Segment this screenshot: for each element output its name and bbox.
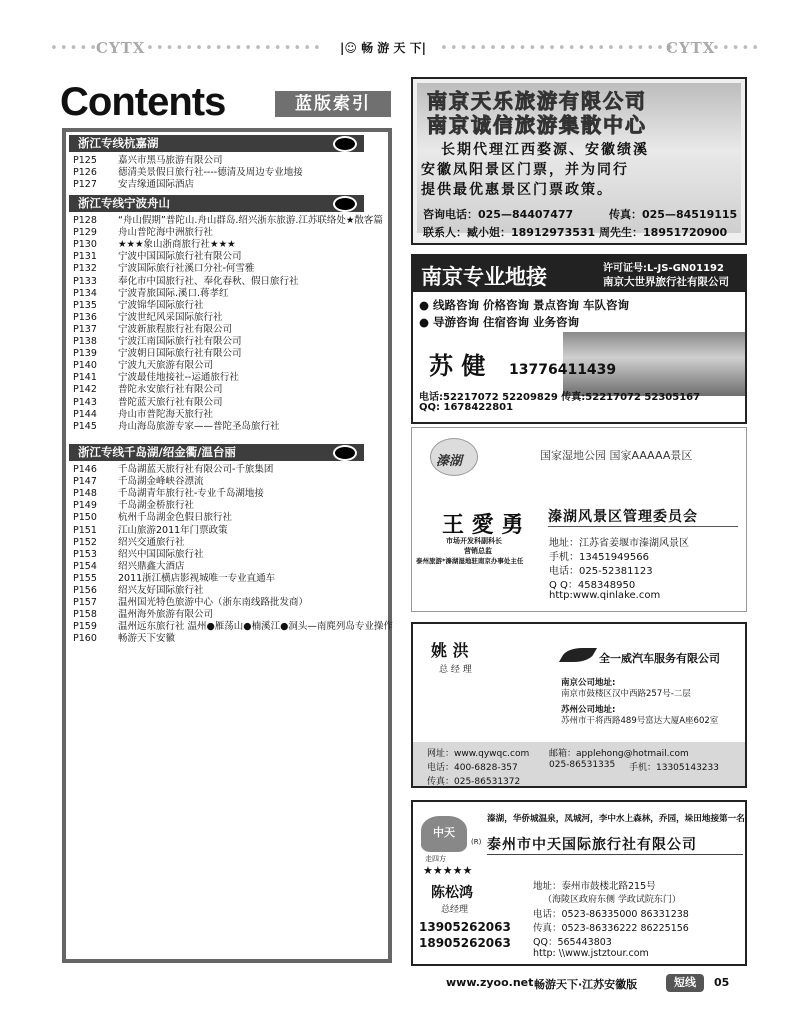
toc-entry-text: 普陀蓝天旅行社有限公司 [118, 396, 223, 408]
ad2-services2: ● 导游咨询 住宿咨询 业务咨询 [419, 315, 580, 329]
toc-entry-text: 舟山普陀海中洲旅行社 [118, 227, 214, 239]
toc-page-number: P150 [73, 512, 97, 524]
toc-row[interactable] [73, 227, 213, 239]
toc-entry-text: 绍兴中国国际旅行社 [118, 548, 204, 560]
toc-row[interactable] [73, 464, 273, 476]
ad3-title2: 营销总监 [464, 547, 492, 555]
ad1-contact: 联系人：臧小姐：18912973531 周先生：18951720900 [423, 226, 728, 239]
toc-page-number: P125 [73, 155, 97, 166]
toc-page-number: P127 [73, 179, 97, 191]
ad1-title1: 南京天乐旅游有限公司 [427, 89, 647, 113]
ad3-logo: 溱湖 [436, 454, 463, 469]
ad1-body2: 安徽凤阳景区门票，并为同行 [421, 162, 629, 178]
toc-entry-text: 2011浙江横店影视城唯一专业直通车 [118, 572, 276, 584]
toc-entry-text: 千岛湖蓝天旅行社有限公司-千旅集团 [118, 464, 274, 475]
ad4-sz-addr: 苏州市干将西路489号富达大厦A座602室 [561, 716, 719, 726]
toc-entry-text: 绍兴交通旅行社 [118, 536, 185, 548]
toc-section-header [69, 135, 385, 152]
ad2-phone: 电话:52217072 52209829 传真:52217072 52305167 [419, 392, 701, 403]
section-tail [361, 195, 385, 212]
ad3-org: 溱湖风景区管理委员会 [548, 509, 698, 525]
toc-entry-text: 宁波朝日国际旅行社有限公司 [118, 348, 242, 360]
toc-page-number: P157 [73, 597, 97, 609]
ad5-m2: 18905262063 [419, 936, 511, 950]
toc-row[interactable] [73, 476, 204, 488]
toc-entry-text: 宁波九天旅游有限公司 [118, 360, 214, 372]
toc-row[interactable] [73, 384, 223, 396]
toc-page-number: P138 [73, 336, 97, 347]
toc-page-number: P145 [73, 420, 97, 432]
ad3-qq: Q Q：458348950 [549, 580, 636, 591]
toc-page-number: P143 [73, 396, 97, 408]
ad-dashijie [411, 254, 747, 424]
toc-page-number: P141 [73, 372, 97, 384]
ad1-title2: 南京诚信旅游集散中心 [427, 113, 647, 137]
contents-subtitle: 蓝版索引 [275, 91, 391, 117]
toc-entry-text: 绍兴鼎鑫大酒店 [118, 560, 185, 572]
toc-row[interactable] [73, 421, 280, 433]
toc-page-number: P148 [73, 488, 97, 500]
ad4-name: 姚 洪 [431, 641, 469, 660]
ad2-company: 南京大世界旅行社有限公司 [603, 276, 729, 288]
toc-page-number: P134 [73, 287, 97, 299]
toc-entry-text: 温州远东旅行社 温州●雁荡山●楠溪江●洞头—南麂列岛专业操作 [118, 621, 393, 633]
toc-entry-text: 宁波江南国际旅行社有限公司 [118, 336, 242, 347]
toc-row[interactable] [73, 585, 204, 597]
toc-row[interactable] [73, 215, 383, 227]
ad5-title: 总经理 [441, 905, 469, 915]
toc-row[interactable] [73, 348, 242, 360]
ad4-title: 总 经 理 [439, 665, 472, 675]
footer [0, 972, 800, 996]
section-tail [361, 444, 385, 461]
header-bar [0, 38, 800, 58]
ad1-body1: 长期代理江西婺源、安徽绩溪 [441, 142, 649, 158]
ad4-tel2: 025-86531335 [549, 760, 616, 770]
toc-row[interactable] [73, 573, 275, 585]
toc-row[interactable] [73, 525, 228, 537]
toc-row[interactable] [73, 239, 236, 251]
toc-row[interactable] [73, 512, 232, 524]
toc-page-number: P128 [73, 215, 97, 226]
toc-page-number: P136 [73, 311, 97, 323]
toc-entry-text: 千岛湖青年旅行社-专业千岛湖地接 [118, 488, 264, 500]
ad4-tel: 电话：400-6828-357 [427, 763, 518, 773]
footer-url: www.zyoo.net [446, 976, 534, 989]
ad2-name: 苏 健 [429, 351, 486, 380]
ad-zhongtian [411, 800, 747, 966]
left-dots-2: •••••••••••••••••• [146, 41, 323, 56]
right-brand: CYTX [666, 39, 716, 57]
toc-row[interactable] [73, 288, 229, 300]
toc-row[interactable] [73, 336, 242, 348]
footer-mag: 畅游天下·江苏安徽版 [534, 978, 638, 991]
footer-page: 05 [714, 976, 730, 989]
ad5-company-rule [487, 854, 743, 855]
masthead: |☺ 畅 游 天 下| [340, 41, 426, 55]
toc-entry-text: 舟山市普陀海天旅行社 [118, 408, 214, 420]
toc-page-number: P130 [73, 239, 97, 251]
ad3-title3: 泰州旅游*溱湖湿地驻南京办事处主任 [416, 557, 524, 565]
footer-tag: 短线 [666, 974, 704, 992]
toc-entry-text: 宁波最佳地接社--运通旅行社 [118, 372, 239, 384]
right-dots: •••••••••••••••••••••••• [440, 41, 676, 56]
ad-quanyiwei [411, 622, 747, 788]
ad3-tel: 电话：025-52381123 [549, 566, 653, 577]
toc-row[interactable] [73, 155, 223, 167]
toc-page-number: P153 [73, 548, 97, 560]
toc-entry-text: “舟山假期”普陀山.舟山群岛.绍兴浙东旅游.江苏联络处★散客篇 [118, 215, 383, 226]
toc-page-number: P133 [73, 275, 97, 287]
toc-page-number: P159 [73, 621, 97, 633]
ad3-slogan: 国家湿地公园 国家AAAAA景区 [540, 449, 693, 462]
ad2-qq: QQ: 1678422801 [419, 402, 514, 413]
toc-row[interactable] [73, 360, 213, 372]
section-dot-icon [333, 196, 357, 212]
ad4-web: 网址：www.qywqc.com [427, 749, 530, 759]
toc-entry-text: 江山旅游2011年门票政策 [118, 524, 228, 536]
toc-section-title: 浙江专线千岛湖/绍金衢/温台丽 [78, 445, 236, 459]
toc-row[interactable] [73, 324, 232, 336]
toc-row[interactable] [73, 633, 175, 645]
right-dots-2: ••••• [712, 41, 762, 56]
ad3-address: 地址：江苏省姜堰市溱湖风景区 [549, 538, 689, 549]
toc-row[interactable] [73, 597, 308, 609]
section-tail [361, 135, 385, 152]
toc-section-header [69, 195, 385, 212]
toc-section-title: 浙江专线宁波舟山 [78, 196, 170, 210]
toc-row[interactable] [73, 537, 185, 549]
toc-entry-text: 绍兴友好国际旅行社 [118, 585, 204, 596]
toc-row[interactable] [73, 179, 194, 191]
toc-page-number: P146 [73, 464, 97, 475]
toc-page-number: P137 [73, 323, 97, 335]
toc-section-header [69, 444, 385, 461]
toc-box [62, 128, 392, 963]
ad3-org-rule [548, 526, 738, 527]
ad5-tel: 电话：0523-86335000 86331238 [533, 909, 689, 920]
toc-row[interactable] [73, 409, 213, 421]
toc-entry-text: 安吉缘通国际酒店 [118, 179, 195, 191]
ad5-logo-sub: 走四方 [425, 855, 446, 863]
ad2-mobile: 13776411439 [509, 362, 617, 378]
toc-row[interactable] [73, 609, 213, 621]
toc-entry-text: 温州海外旅游有限公司 [118, 609, 214, 621]
ad4-company: 全一威汽车服务有限公司 [599, 652, 720, 665]
ad4-nj-label: 南京公司地址: [561, 678, 616, 688]
toc-row[interactable] [73, 276, 299, 288]
toc-row[interactable] [73, 263, 254, 275]
toc-row[interactable] [73, 561, 185, 573]
toc-row[interactable] [73, 372, 239, 384]
toc-page-number: P142 [73, 384, 97, 396]
toc-row[interactable] [73, 312, 223, 324]
ad5-addr1: 地址：泰州市鼓楼北路215号 [533, 881, 656, 892]
toc-row[interactable] [73, 549, 204, 561]
ad5-headline: 溱湖，华侨城温泉，凤城河，李中水上森林，乔园，垛田地接第一名 [487, 814, 745, 824]
ad5-reg: (R) [471, 838, 482, 846]
toc-row[interactable] [73, 500, 194, 512]
toc-row[interactable] [73, 251, 242, 263]
toc-section-title: 浙江专线杭嘉湖 [78, 136, 159, 150]
toc-entry-text: 杭州千岛湖金色假日旅行社 [118, 512, 233, 524]
toc-entry-text: 宁波中国国际旅行社有限公司 [118, 251, 242, 263]
left-brand: CYTX [96, 39, 146, 57]
ad4-email: 邮箱：applehong@hotmail.com [549, 749, 689, 759]
toc-entry-text: 舟山海岛旅游专家——普陀圣岛旅行社 [118, 420, 280, 432]
toc-row[interactable] [73, 488, 264, 500]
ad5-fax: 传真：0523-86336222 86225156 [533, 923, 689, 934]
toc-page-number: P144 [73, 408, 97, 420]
ad2-license: 许可证号:L-JS-GN01192 [603, 263, 724, 274]
toc-entry-text: 畅游天下安徽 [118, 633, 176, 645]
toc-row[interactable] [73, 167, 303, 179]
toc-page-number: P155 [73, 572, 97, 584]
toc-page-number: P126 [73, 167, 97, 179]
toc-page-number: P140 [73, 360, 97, 372]
toc-page-number: P149 [73, 500, 97, 512]
toc-row[interactable] [73, 397, 223, 409]
toc-page-number: P152 [73, 536, 97, 548]
ad5-company: 泰州市中天国际旅行社有限公司 [487, 837, 697, 853]
ad-tianle [411, 77, 747, 245]
toc-entry-text: 宁波国际旅行社溪口分社-何雪雅 [118, 263, 255, 275]
toc-page-number: P147 [73, 476, 97, 488]
ad3-mobile: 手机：13451949566 [549, 552, 649, 563]
ad3-web: http:www.qinlake.com [549, 590, 661, 601]
toc-page-number: P131 [73, 251, 97, 263]
ad5-logo: 中天 [433, 826, 455, 839]
toc-entry-text: 温州国光特色旅游中心（浙东南线路批发商） [118, 597, 309, 609]
ad-qinhu [411, 427, 747, 612]
section-dot-icon [333, 136, 357, 152]
toc-entry-text: 奉化市中国旅行社、奉化春秋、假日旅行社 [118, 275, 299, 287]
toc-entry-text: 宁波青旅国际.溪口.蒋孝红 [118, 287, 229, 299]
toc-page-number: P132 [73, 263, 97, 275]
toc-row[interactable] [73, 300, 204, 312]
ad5-name: 陈松鸿 [431, 885, 473, 901]
ad1-fax: 传真：025—84519115 [609, 208, 738, 221]
toc-page-number: P151 [73, 524, 97, 536]
ad4-fax: 传真：025-86531372 [427, 777, 521, 787]
toc-row[interactable] [73, 621, 393, 633]
ad4-sz-label: 苏州公司地址: [561, 705, 616, 715]
toc-page-number: P158 [73, 609, 97, 621]
contents-title: Contents [60, 80, 226, 124]
ad5-web: http: \\www.jstztour.com [533, 948, 649, 959]
toc-entry-text: 千岛湖金峰峡谷漂流 [118, 476, 204, 488]
toc-page-number: P154 [73, 560, 97, 572]
toc-page-number: P139 [73, 348, 97, 360]
ad4-mobile: 手机：13305143233 [629, 763, 719, 773]
toc-entry-text: 德清美景假日旅行社----德清及周边专业地接 [118, 167, 303, 179]
toc-entry-text: ★★★象山浙商旅行社★★★ [118, 239, 236, 251]
toc-page-number: P160 [73, 633, 97, 645]
ad5-addr2: （海陵区政府东侧 学政试院东门） [543, 895, 681, 905]
toc-entry-text: 宁波新旅程旅行社有限公司 [118, 323, 233, 335]
ad1-body3: 提供最优惠景区门票政策。 [421, 182, 613, 198]
ad1-consult: 咨询电话：025—84407477 [423, 208, 574, 221]
toc-entry-text: 嘉兴市黑马旅游有限公司 [118, 155, 223, 166]
toc-entry-text: 普陀永安旅行社有限公司 [118, 384, 223, 396]
ad2-services1: ● 线路咨询 价格咨询 景点咨询 车队咨询 [419, 298, 630, 312]
ad3-title1: 市场开发科副科长 [446, 537, 502, 545]
ad5-stars: ★★★★★ [423, 864, 473, 877]
toc-page-number: P156 [73, 585, 97, 596]
ad4-logo-icon [559, 648, 597, 662]
toc-page-number: P129 [73, 227, 97, 239]
toc-entry-text: 宁波锦华国际旅行社 [118, 299, 204, 311]
ad5-m1: 13905262063 [419, 920, 511, 934]
toc-entry-text: 千岛湖金桥旅行社 [118, 500, 195, 512]
ad2-title: 南京专业地接 [421, 265, 547, 289]
section-dot-icon [333, 445, 357, 461]
ad4-nj-addr: 南京市鼓楼区汉中西路257号-二层 [561, 689, 691, 699]
toc-page-number: P135 [73, 299, 97, 311]
left-dots: ••••• [50, 41, 100, 56]
ad5-qq: QQ：565443803 [533, 937, 612, 948]
ad3-name: 王 愛 勇 [442, 512, 524, 538]
toc-entry-text: 宁波世纪风采国际旅行社 [118, 311, 223, 323]
